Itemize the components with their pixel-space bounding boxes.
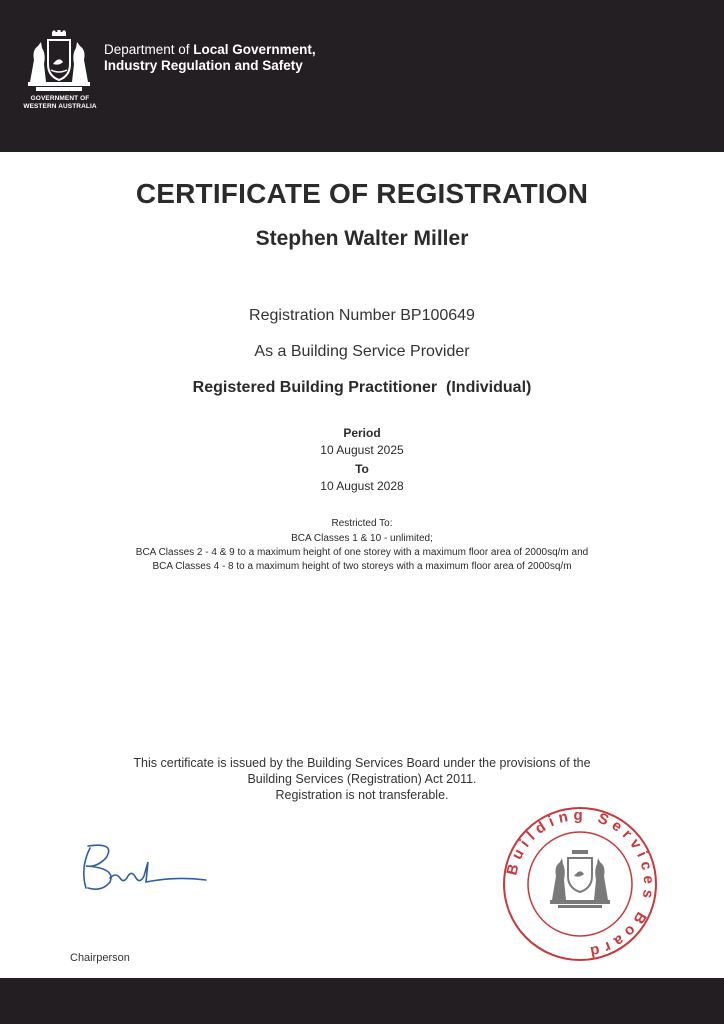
registration-number: Registration Number BP100649 [249,307,475,324]
issued-statement-line: Building Services (Registration) Act 2011. [247,772,477,786]
department-bold-name: Local Government, [193,42,316,57]
registration-category: Registered Building Practitioner (Individual) [192,379,532,396]
chairperson-label: Chairperson [70,952,130,964]
department-prefix: Department of [104,42,194,57]
department-line-2-text: Industry Regulation and Safety [104,58,303,73]
provider-type: As a Building Service Provider [254,343,470,360]
seal-crest-icon [550,850,610,908]
crest-caption-line-1: GOVERNMENT OF [30,95,90,102]
issued-statement-line: This certificate is issued by the Building Services Board under the provisions of the [133,756,591,770]
restriction-line: BCA Classes 4 - 8 to a maximum height of two storeys with a maximum floor area of 2000sq/m [152,561,572,572]
period-label: Period [343,426,381,440]
restriction-line: BCA Classes 1 & 10 - unlimited; [291,533,433,544]
crest-caption-line-2: WESTERN AUSTRALIA [23,103,97,110]
restriction-line: BCA Classes 2 - 4 & 9 to a maximum height of one storey with a maximum floor area of 2000sq/m and [135,547,589,558]
header-band [0,0,724,152]
period-end-date: 10 August 2028 [320,479,404,493]
department-name [104,42,316,74]
restrictions-label: Restricted To: [331,518,393,529]
crest-caption [14,95,106,111]
period-to-label: To [355,462,369,476]
department-line-2 [104,58,316,74]
footer-band [0,978,724,1024]
certificate-title: CERTIFICATE OF REGISTRATION [135,178,589,209]
issued-statement-line: Registration is not transferable. [275,788,449,802]
period-start-date: 10 August 2025 [320,443,404,457]
holder-name: Stephen Walter Miller [255,227,469,250]
seal-ring-textpath: Building Services Board [503,806,658,962]
department-line-1 [104,42,316,58]
chairperson-signature [76,838,216,898]
building-services-board-seal [500,804,660,964]
wa-crest-icon [22,30,96,94]
